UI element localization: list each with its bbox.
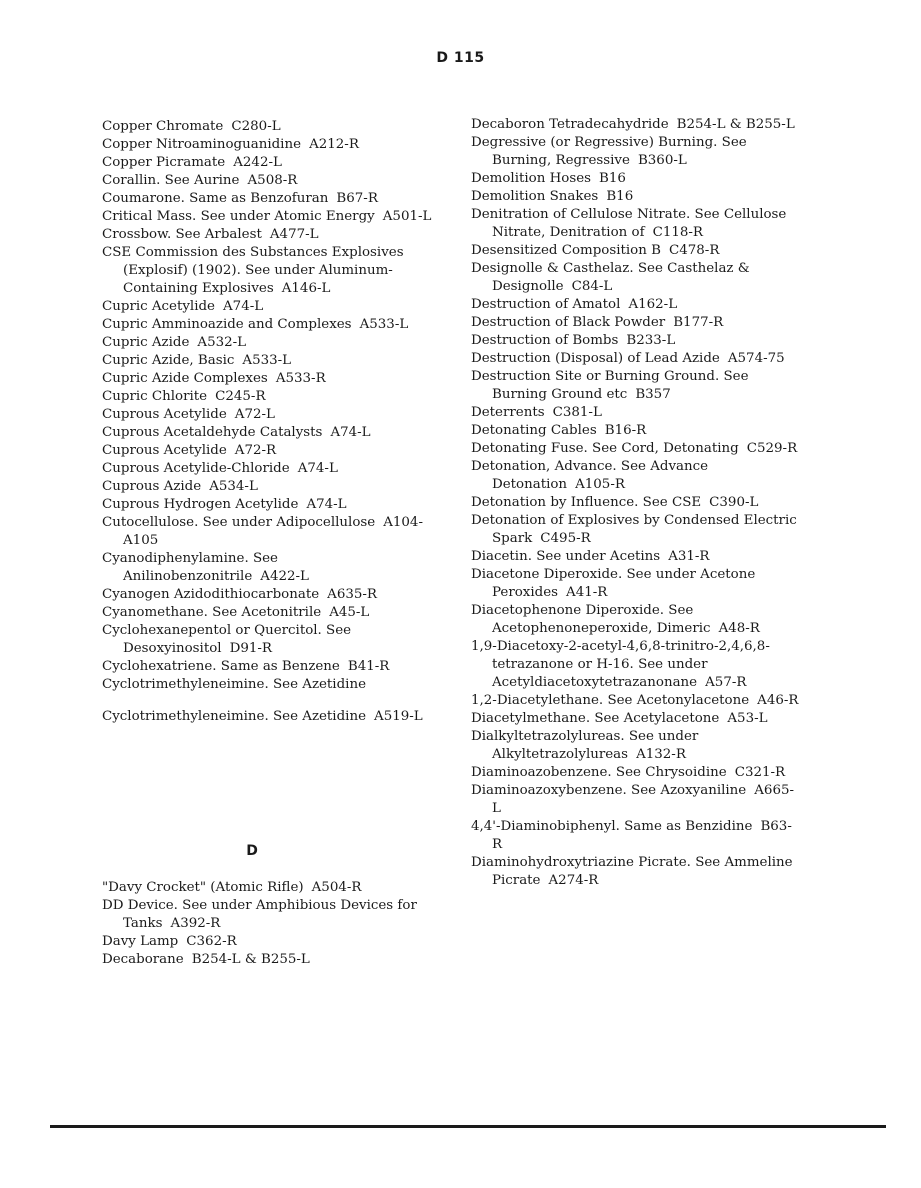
entry-term: Deterrents bbox=[471, 405, 545, 420]
entry-reference: B360-L bbox=[637, 153, 687, 168]
entry-reference: A48-R bbox=[718, 621, 760, 636]
entry-reference: B357 bbox=[635, 387, 671, 402]
entry-reference: A57-R bbox=[705, 675, 747, 690]
entry-term: Detonation, Advance. See Advance Detonation bbox=[471, 459, 709, 492]
index-entry bbox=[471, 692, 801, 710]
entry-reference: B16 bbox=[606, 189, 634, 204]
index-entry bbox=[471, 458, 801, 494]
entry-term: Diacetylmethane. See Acetylacetone bbox=[471, 711, 720, 726]
entry-reference: A392-R bbox=[170, 916, 221, 931]
index-entry bbox=[102, 136, 432, 154]
entry-reference: A534-L bbox=[209, 479, 258, 494]
entry-reference: B254-L & B255-L bbox=[191, 952, 310, 967]
entry-term: CSE Commission des Substances Explosives (Explosif) (1902). See under Aluminum-Containing Explosives bbox=[102, 245, 404, 296]
left-entries-top bbox=[102, 118, 432, 694]
entry-term: Destruction Site or Burning Ground. See Burning Ground etc bbox=[471, 369, 749, 402]
entry-reference: C478-R bbox=[668, 243, 720, 258]
entry-reference: A477-L bbox=[269, 227, 319, 242]
index-entry bbox=[102, 406, 432, 424]
entry-term: Cupric Amminoazide and Complexes bbox=[102, 317, 352, 332]
index-entry bbox=[102, 708, 432, 726]
index-entry bbox=[102, 190, 432, 208]
entry-term: Destruction of Amatol bbox=[471, 297, 621, 312]
entry-term: Cyanogen Azidodithiocarbonate bbox=[102, 587, 320, 602]
entry-reference: A162-L bbox=[628, 297, 678, 312]
entry-term: Cyclohexatriene. Same as Benzene bbox=[102, 659, 340, 674]
entry-reference: D91-R bbox=[229, 641, 272, 656]
index-entry bbox=[471, 494, 801, 512]
index-entry bbox=[102, 316, 432, 334]
entry-term: Cyanomethane. See Acetonitrile bbox=[102, 605, 322, 620]
entry-reference: A574-75 bbox=[727, 351, 785, 366]
index-entry bbox=[102, 334, 432, 352]
entry-term: Cyclohexanepentol or Quercitol. See Desoxyinositol bbox=[102, 623, 352, 656]
index-entry bbox=[471, 764, 801, 782]
entry-reference: B254-L & B255-L bbox=[676, 117, 795, 132]
entry-reference: A422-L bbox=[260, 569, 309, 584]
index-entry bbox=[102, 897, 432, 933]
entry-term: "Davy Crocket" (Atomic Rifle) bbox=[102, 880, 304, 895]
index-entry bbox=[102, 496, 432, 514]
entry-reference: B177-R bbox=[673, 315, 724, 330]
entry-reference: C529-R bbox=[746, 441, 798, 456]
entry-term: Diaminohydroxytriazine Picrate. See Ammeline Picrate bbox=[471, 855, 793, 888]
entry-term: Diaminoazoxybenzene. See Azoxyaniline bbox=[471, 783, 747, 798]
index-entry bbox=[102, 951, 432, 969]
entry-reference: C495-R bbox=[540, 531, 591, 546]
entry-term: Designolle & Casthelaz. See Casthelaz & Designolle bbox=[471, 261, 750, 294]
entry-term: Detonation by Influence. See CSE bbox=[471, 495, 702, 510]
entry-reference: A212-R bbox=[309, 137, 359, 152]
left-entries-mid bbox=[102, 708, 432, 726]
entry-term: Cuprous Acetylide bbox=[102, 443, 227, 458]
index-entry bbox=[471, 548, 801, 566]
entry-reference: A31-R bbox=[668, 549, 710, 564]
entry-term: Decaborane bbox=[102, 952, 184, 967]
entry-reference: C118-R bbox=[652, 225, 703, 240]
left-entries-bottom bbox=[102, 879, 432, 969]
index-entry bbox=[102, 550, 432, 586]
entry-term: Degressive (or Regressive) Burning. See Burning, Regressive bbox=[471, 135, 747, 168]
index-entry bbox=[102, 388, 432, 406]
entry-reference: A72-L bbox=[234, 407, 275, 422]
entry-reference: C362-R bbox=[186, 934, 237, 949]
entry-reference: A635-R bbox=[327, 587, 378, 602]
index-entry bbox=[102, 370, 432, 388]
index-entry bbox=[102, 424, 432, 442]
entry-reference: C390-L bbox=[709, 495, 759, 510]
index-entry bbox=[471, 134, 801, 170]
index-entry bbox=[102, 118, 432, 136]
entry-term: Cyanodiphenylamine. See Anilinobenzonitrile bbox=[102, 551, 278, 584]
entry-reference: A501-L bbox=[382, 209, 432, 224]
index-entry bbox=[102, 879, 432, 897]
index-entry bbox=[471, 728, 801, 764]
entry-term: Cuprous Acetaldehyde Catalysts bbox=[102, 425, 323, 440]
index-entry bbox=[471, 188, 801, 206]
right-entries bbox=[471, 116, 801, 890]
entry-term: Copper Nitroaminoguanidine bbox=[102, 137, 302, 152]
index-entry bbox=[102, 622, 432, 658]
index-entry bbox=[102, 676, 432, 694]
entry-reference: A45-L bbox=[329, 605, 370, 620]
entry-term: Cuprous Acetylide bbox=[102, 407, 227, 422]
index-entry bbox=[471, 404, 801, 422]
left-column bbox=[102, 118, 432, 969]
entry-term: Cupric Azide, Basic bbox=[102, 353, 235, 368]
entry-reference: A242-L bbox=[233, 155, 282, 170]
index-entry bbox=[471, 206, 801, 242]
index-entry bbox=[102, 933, 432, 951]
entry-reference: A508-R bbox=[247, 173, 298, 188]
entry-reference: A41-R bbox=[566, 585, 608, 600]
index-entry bbox=[471, 296, 801, 314]
index-entry bbox=[102, 460, 432, 478]
index-entry bbox=[102, 478, 432, 496]
entry-reference: B41-R bbox=[347, 659, 390, 674]
entry-term: Demolition Snakes bbox=[471, 189, 599, 204]
index-entry bbox=[102, 604, 432, 622]
entry-reference: A74-L bbox=[297, 461, 338, 476]
index-entry bbox=[471, 116, 801, 134]
entry-term: Diacetone Diperoxide. See under Acetone Peroxides bbox=[471, 567, 756, 600]
entry-reference: C245-R bbox=[215, 389, 266, 404]
entry-term: Diaminoazobenzene. See Chrysoidine bbox=[471, 765, 727, 780]
index-entry bbox=[102, 658, 432, 676]
entry-reference: A74-L bbox=[223, 299, 264, 314]
entry-reference: C84-L bbox=[571, 279, 613, 294]
entry-reference: B63-R bbox=[492, 819, 792, 852]
index-entry bbox=[471, 566, 801, 602]
index-entry bbox=[471, 368, 801, 404]
entry-term: Dialkyltetrazolylureas. See under Alkyltetrazolylureas bbox=[471, 729, 699, 762]
section-letter: D bbox=[246, 843, 258, 859]
entry-term: Detonating Cables bbox=[471, 423, 597, 438]
index-entry bbox=[471, 260, 801, 296]
entry-term: Desensitized Composition B bbox=[471, 243, 661, 258]
index-entry bbox=[102, 352, 432, 370]
index-entry bbox=[471, 170, 801, 188]
entry-term: 4,4'-Diaminobiphenyl. Same as Benzidine bbox=[471, 819, 753, 834]
index-entry bbox=[471, 314, 801, 332]
entry-term: Denitration of Cellulose Nitrate. See Cellulose Nitrate, Denitration of bbox=[471, 207, 787, 240]
entry-reference: A532-L bbox=[197, 335, 247, 350]
right-column bbox=[471, 116, 801, 890]
entry-term: Cupric Chlorite bbox=[102, 389, 208, 404]
entry-reference: A533-L bbox=[242, 353, 292, 368]
entry-term: Critical Mass. See under Atomic Energy bbox=[102, 209, 375, 224]
entry-reference: A519-L bbox=[374, 709, 423, 724]
entry-term: DD Device. See under Amphibious Devices for Tanks bbox=[102, 898, 417, 931]
page-header: D 115 bbox=[436, 50, 485, 66]
index-entry bbox=[471, 818, 801, 854]
entry-reference: A665-L bbox=[492, 783, 795, 816]
entry-reference: A74-L bbox=[330, 425, 371, 440]
entry-term: Destruction (Disposal) of Lead Azide bbox=[471, 351, 720, 366]
index-entry bbox=[471, 512, 801, 548]
index-entry bbox=[471, 332, 801, 350]
index-entry bbox=[102, 208, 432, 226]
index-entry bbox=[102, 226, 432, 244]
entry-term: Cyclotrimethyleneimine. See Azetidine bbox=[102, 677, 366, 692]
entry-reference: A74-L bbox=[306, 497, 347, 512]
entry-term: Destruction of Bombs bbox=[471, 333, 619, 348]
entry-term: Cupric Acetylide bbox=[102, 299, 215, 314]
entry-term: Diacetophenone Diperoxide. See Acetophenoneperoxide, Dimeric bbox=[471, 603, 711, 636]
entry-term: Diacetin. See under Acetins bbox=[471, 549, 661, 564]
entry-reference: A533-R bbox=[275, 371, 326, 386]
index-entry bbox=[471, 440, 801, 458]
index-entry bbox=[102, 586, 432, 604]
entry-reference: B16 bbox=[599, 171, 626, 186]
entry-term: Detonating Fuse. See Cord, Detonating bbox=[471, 441, 739, 456]
index-entry bbox=[471, 242, 801, 260]
entry-term: Cupric Azide bbox=[102, 335, 190, 350]
entry-term: Cuprous Azide bbox=[102, 479, 202, 494]
entry-term: Cupric Azide Complexes bbox=[102, 371, 268, 386]
entry-reference: A104-A105 bbox=[123, 515, 423, 548]
entry-reference: A533-L bbox=[359, 317, 409, 332]
index-entry bbox=[102, 514, 432, 550]
entry-term: Copper Chromate bbox=[102, 119, 224, 134]
index-entry bbox=[102, 244, 432, 298]
entry-reference: A274-R bbox=[548, 873, 599, 888]
index-entry bbox=[471, 602, 801, 638]
entry-reference: A53-L bbox=[727, 711, 768, 726]
entry-reference: C381-L bbox=[552, 405, 602, 420]
entry-reference: B67-R bbox=[336, 191, 378, 206]
entry-term: Cutocellulose. See under Adipocellulose bbox=[102, 515, 376, 530]
index-entry bbox=[102, 298, 432, 316]
entry-term: Corallin. See Aurine bbox=[102, 173, 240, 188]
entry-term: Cuprous Hydrogen Acetylide bbox=[102, 497, 299, 512]
entry-term: Cyclotrimethyleneimine. See Azetidine bbox=[102, 709, 366, 724]
entry-term: Coumarone. Same as Benzofuran bbox=[102, 191, 329, 206]
entry-term: Cuprous Acetylide-Chloride bbox=[102, 461, 290, 476]
index-entry bbox=[471, 638, 801, 692]
entry-reference: B233-L bbox=[626, 333, 676, 348]
entry-term: Copper Picramate bbox=[102, 155, 226, 170]
entry-term: Decaboron Tetradecahydride bbox=[471, 117, 669, 132]
entry-reference: C280-L bbox=[231, 119, 281, 134]
entry-term: Detonation of Explosives by Condensed Electric Spark bbox=[471, 513, 797, 546]
entry-reference: A504-R bbox=[311, 880, 362, 895]
entry-term: Destruction of Black Powder bbox=[471, 315, 666, 330]
index-entry bbox=[102, 172, 432, 190]
entry-term: Demolition Hoses bbox=[471, 171, 591, 186]
index-entry bbox=[471, 350, 801, 368]
index-entry bbox=[471, 782, 801, 818]
index-entry bbox=[471, 710, 801, 728]
entry-reference: B16-R bbox=[604, 423, 647, 438]
entry-term: 1,2-Diacetylethane. See Acetonylacetone bbox=[471, 693, 750, 708]
entry-reference: A72-R bbox=[234, 443, 277, 458]
entry-reference: A105-R bbox=[575, 477, 625, 492]
entry-term: 1,9-Diacetoxy-2-acetyl-4,6,8-trinitro-2,4,6,8-tetrazanone or H-16. See under Acetyldiacetoxytetrazanonane bbox=[471, 639, 770, 690]
index-entry bbox=[102, 154, 432, 172]
index-entry bbox=[471, 422, 801, 440]
entry-term: Crossbow. See Arbalest bbox=[102, 227, 262, 242]
entry-reference: A146-L bbox=[281, 281, 331, 296]
entry-term: Davy Lamp bbox=[102, 934, 179, 949]
footer-rule bbox=[50, 1125, 886, 1128]
entry-reference: C321-R bbox=[734, 765, 786, 780]
index-entry bbox=[471, 854, 801, 890]
entry-reference: A46-R bbox=[757, 693, 799, 708]
index-entry bbox=[102, 442, 432, 460]
entry-reference: A132-R bbox=[636, 747, 686, 762]
